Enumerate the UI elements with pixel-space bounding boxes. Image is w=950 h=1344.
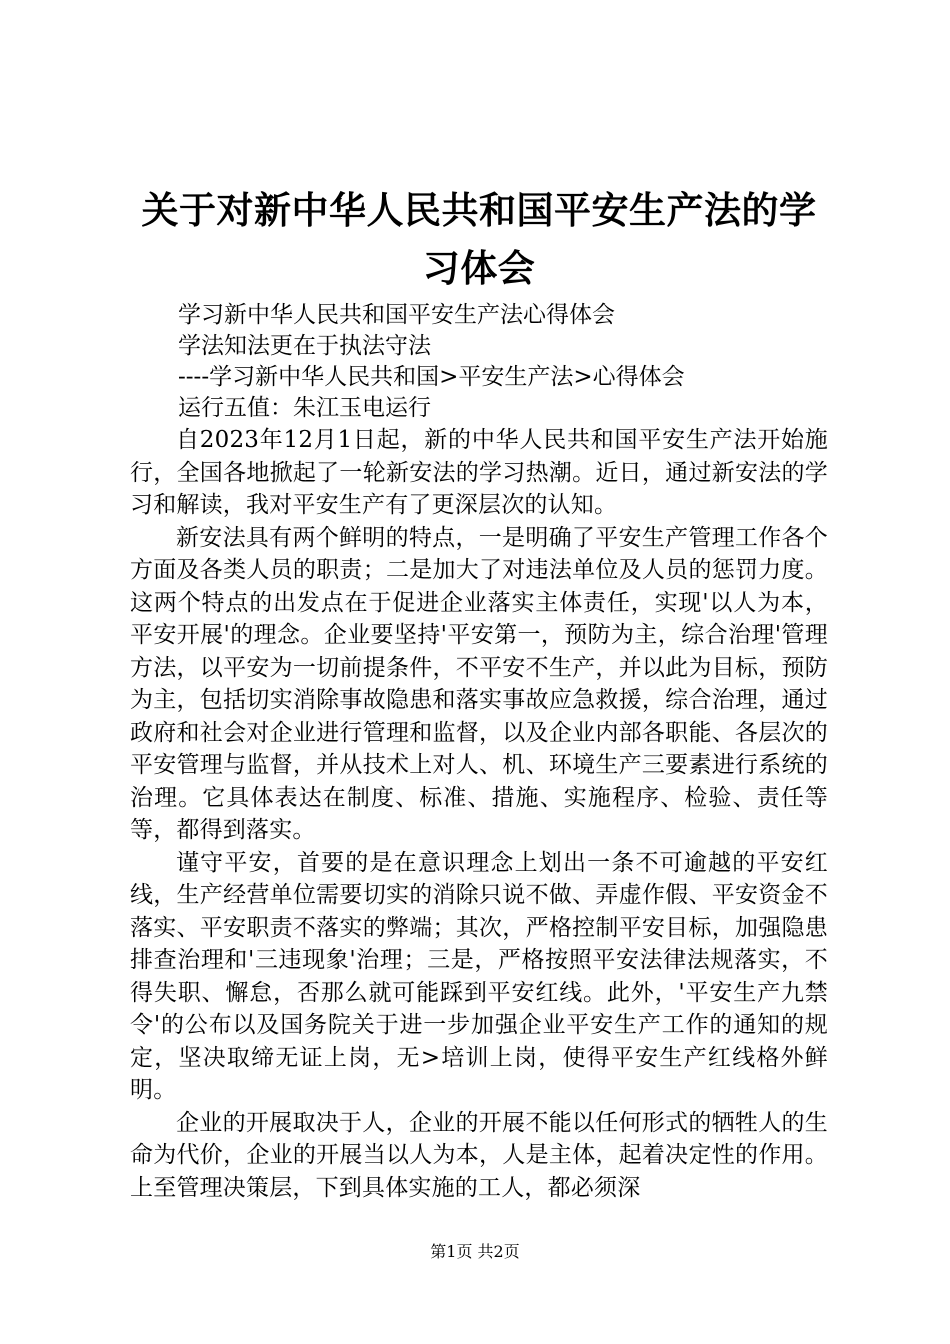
document-page [130,182,828,1204]
paragraph: 自2023年12月1日起，新的中华人民共和国平安生产法开始施行，全国各地掀起了一轮新安法的学习热潮。近日，通过新安法的学习和解读，我对平安生产有了更深层次的认知。 [130,427,828,518]
subtitle-line: 学法知法更在于执法守法 [178,333,431,359]
subtitle-line: ----学习新中华人民共和国>平安生产法>心得体会 [178,364,685,390]
paragraph: 谨守平安，首要的是在意识理念上划出一条不可逾越的平安红线，生产经营单位需要切实的消除只说不做、弄虚作假、平安资金不落实、平安职责不落实的弊端；其次，严格控制平安目标，加强隐患排查治理和'三违现象'治理；三是，严格按照平安法律法规落实，不得失职、懈怠，否那么就可能踩到平安红线。此外，'平安生产九禁令'的公布以及国务院关于进一步加强企业平安生产工作的通知的规定，坚决取缔无证上岗，无>培训上岗，使得平安生产红线格外鲜明。 [130,849,828,1103]
document-title: 关于对新中华人民共和国平安生产法的学习体会 [141,189,817,290]
document-meta [130,300,828,424]
document-body [130,424,828,1204]
paragraph: 新安法具有两个鲜明的特点，一是明确了平安生产管理工作各个方面及各类人员的职责；二是加大了对违法单位及人员的惩罚力度。这两个特点的出发点在于促进企业落实主体责任，实现'以人为本，平安开展'的理念。企业要坚持'平安第一，预防为主，综合治理'管理方法，以平安为一切前提条件，不平安不生产，并以此为目标，预防为主，包括切实消除事故隐患和落实事故应急救援，综合治理，通过政府和社会对企业进行管理和监督，以及企业内部各职能、各层次的平安管理与监督，并从技术上对人、机、环境生产三要素进行系统的治理。它具体表达在制度、标准、措施、实施程序、检验、责任等等，都得到落实。 [130,524,828,843]
paragraph: 企业的开展取决于人，企业的开展不能以任何形式的牺牲人的生命为代价，企业的开展当以人为本，人是主体，起着决定性的作用。上至管理决策层，下到具体实施的工人，都必须深 [130,1109,828,1201]
subtitle-line: 学习新中华人民共和国平安生产法心得体会 [178,302,615,328]
page-footer: 第1页 共2页 [430,1242,520,1261]
author-line: 运行五值：朱江玉电运行 [178,395,431,421]
